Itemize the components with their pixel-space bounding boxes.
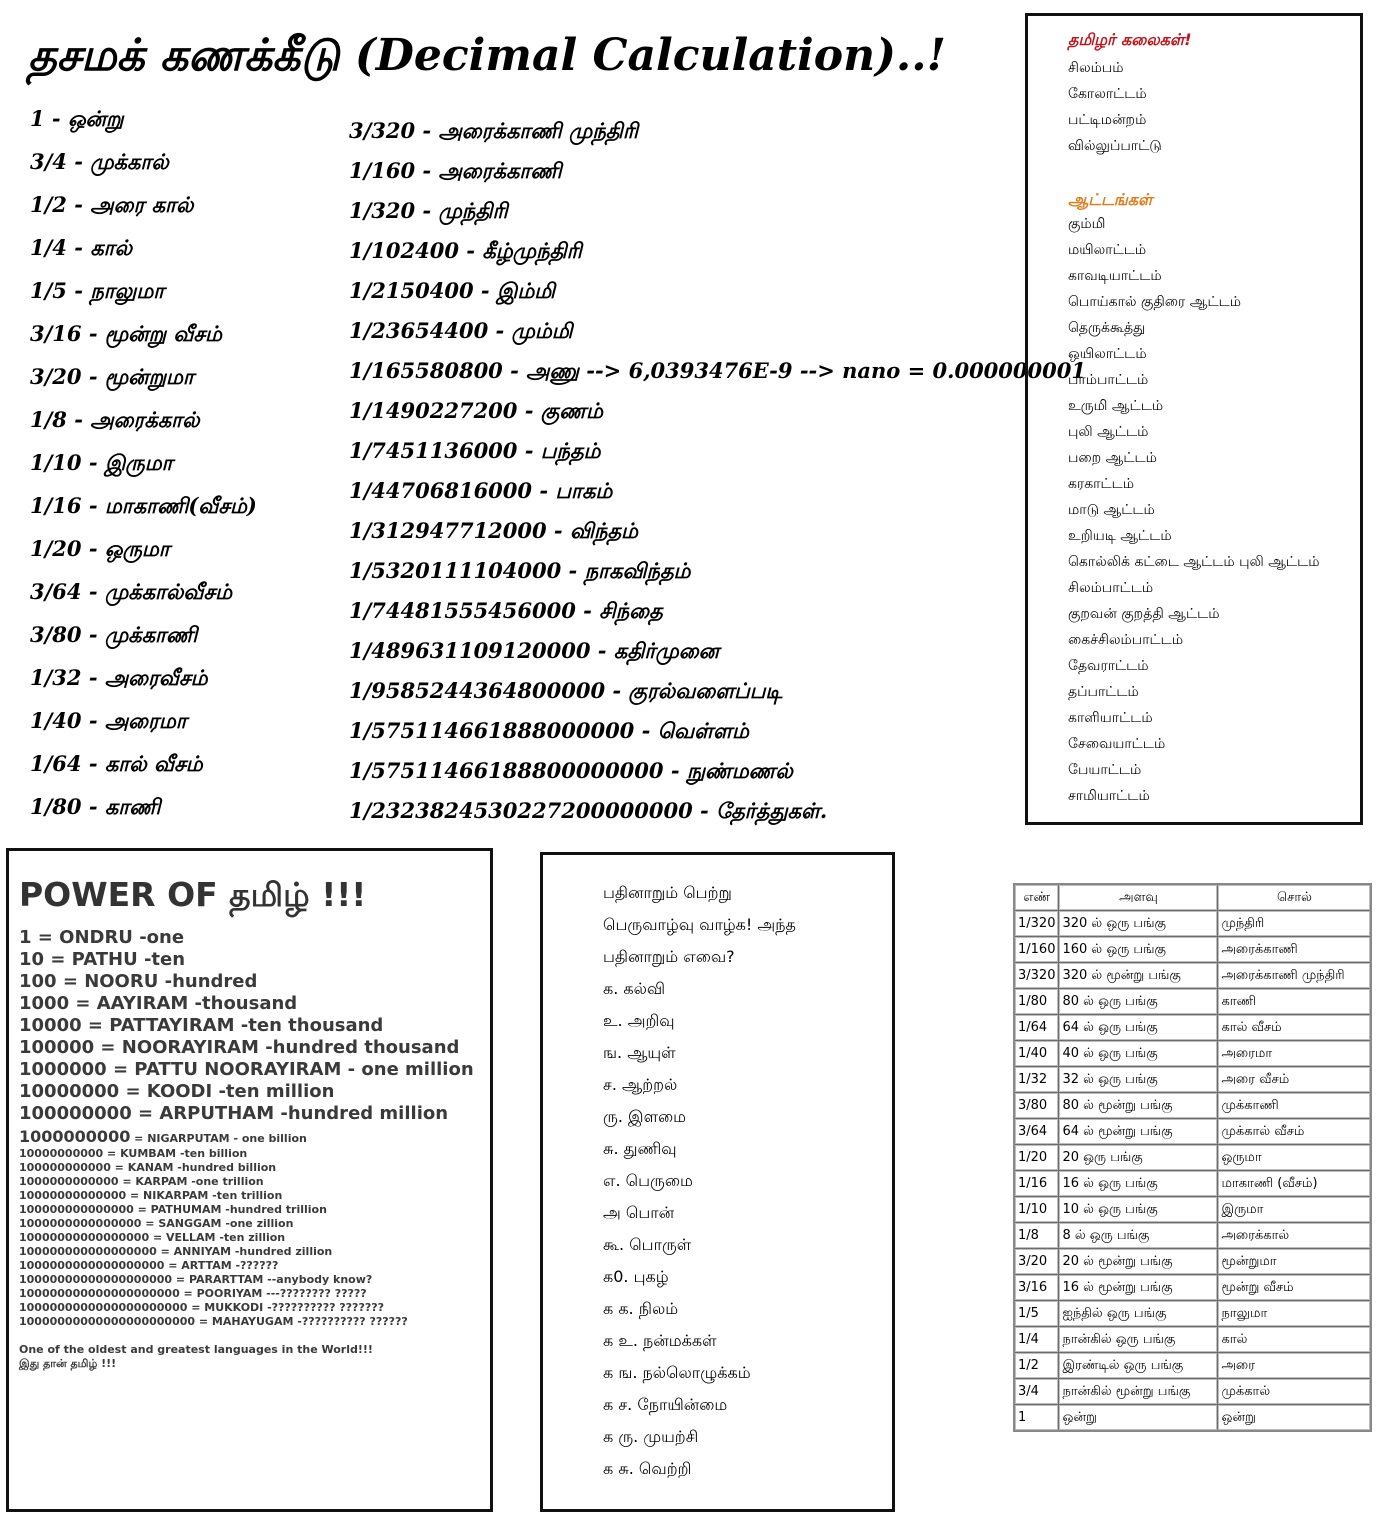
table-header-row [1014, 884, 1371, 911]
fraction-item: 1/10 - இருமா [30, 450, 173, 475]
table-cell: 1/2 [1014, 1353, 1059, 1379]
table-cell: இருமா [1218, 1197, 1372, 1223]
number-line-billion [19, 1127, 307, 1146]
number-line: 100000000000 = KANAM -hundred billion [19, 1161, 277, 1174]
column-header-measure: அளவு [1059, 884, 1218, 911]
number-line: 10000000000 = KUMBAM -ten billion [19, 1147, 248, 1160]
table-cell: 1/10 [1014, 1197, 1059, 1223]
table-row [1014, 1249, 1371, 1275]
dance-item: உருமி ஆட்டம் [1068, 398, 1164, 414]
number-line: 10000000 = KOODI -ten million [19, 1081, 335, 1102]
table-cell: 80 ல் மூன்று பங்கு [1059, 1093, 1218, 1119]
table-row [1014, 963, 1371, 989]
fraction-item: 1/9585244364800000 - குரல்வளைப்படி [349, 678, 783, 703]
table-cell: ஒருமா [1218, 1145, 1372, 1171]
table-cell: ஒன்று [1218, 1405, 1372, 1432]
virtue-item: க. கல்வி [603, 979, 666, 998]
dance-item: மாடு ஆட்டம் [1068, 502, 1155, 518]
dance-item: சேவையாட்டம் [1068, 736, 1166, 752]
dance-item: மயிலாட்டம் [1068, 242, 1147, 258]
table-cell: 1/5 [1014, 1301, 1059, 1327]
table-cell: 1/8 [1014, 1223, 1059, 1249]
table-row [1014, 1093, 1371, 1119]
fraction-item: 1/2 - அரை கால் [30, 192, 194, 217]
table-cell: 10 ல் ஒரு பங்கு [1059, 1197, 1218, 1223]
table-row [1014, 1145, 1371, 1171]
table-row [1014, 1223, 1371, 1249]
fraction-item: 1/8 - அரைக்கால் [30, 407, 200, 432]
art-item: பட்டிமன்றம் [1068, 112, 1147, 128]
power-footer-tamil: இது தான் தமிழ் !!! [19, 1357, 117, 1370]
art-item: வில்லுப்பாட்டு [1068, 138, 1162, 154]
fraction-item: 3/16 - மூன்று வீசம் [30, 321, 222, 346]
table-row [1014, 1041, 1371, 1067]
virtue-item: கூ. பொருள் [603, 1235, 692, 1254]
table-cell: 20 ல் மூன்று பங்கு [1059, 1249, 1218, 1275]
table-cell: 320 ல் ஒரு பங்கு [1059, 911, 1218, 937]
table-row [1014, 989, 1371, 1015]
table-cell: 1/80 [1014, 989, 1059, 1015]
fraction-item: 1 - ஒன்று [30, 106, 124, 131]
table-cell: முந்திரி [1218, 911, 1372, 937]
fraction-item: 1/2323824530227200000000 - தேர்த்துகள். [349, 798, 828, 823]
table-cell: 3/20 [1014, 1249, 1059, 1275]
fraction-item: 1/7451136000 - பந்தம் [349, 438, 601, 463]
fraction-item: 1/64 - கால் வீசம் [30, 751, 203, 776]
fraction-item: 3/4 - முக்கால் [30, 149, 169, 174]
dance-item: கரகாட்டம் [1068, 476, 1135, 492]
dance-item: உறியடி ஆட்டம் [1068, 528, 1172, 544]
table-cell: 80 ல் ஒரு பங்கு [1059, 989, 1218, 1015]
fraction-item: 1/40 - அரைமா [30, 708, 187, 733]
virtue-item: எ. பெருமை [603, 1171, 693, 1190]
dances-heading: ஆட்டங்கள் [1068, 190, 1153, 209]
table-cell: 1 [1014, 1405, 1059, 1432]
table-cell: ஐந்தில் ஒரு பங்கு [1059, 1301, 1218, 1327]
table-cell: 320 ல் மூன்று பங்கு [1059, 963, 1218, 989]
table-row [1014, 1275, 1371, 1301]
virtue-intro-line: பதினாறும் எவை? [603, 947, 735, 966]
number-line: 100 = NOORU -hundred [19, 971, 258, 992]
dance-item: குறவன் குறத்தி ஆட்டம் [1068, 606, 1220, 622]
dance-item: கும்மி [1068, 216, 1106, 232]
table-cell: 8 ல் ஒரு பங்கு [1059, 1223, 1218, 1249]
virtue-item: க ச. நோயின்மை [603, 1395, 728, 1414]
number-line: 1000 = AAYIRAM -thousand [19, 993, 298, 1014]
fraction-table [1013, 883, 1372, 1432]
table-cell: 3/16 [1014, 1275, 1059, 1301]
fraction-item: 1/20 - ஒருமா [30, 536, 170, 561]
table-cell: 1/4 [1014, 1327, 1059, 1353]
table-cell: 64 ல் ஒரு பங்கு [1059, 1015, 1218, 1041]
table-cell: 1/160 [1014, 937, 1059, 963]
table-cell: அரைக்காணி [1218, 937, 1372, 963]
table-cell: 1/32 [1014, 1067, 1059, 1093]
power-footer: One of the oldest and greatest languages in the World!!! [19, 1343, 373, 1356]
fraction-item: 1/312947712000 - விந்தம் [349, 518, 638, 543]
power-title: POWER OF தமிழ் !!! [19, 875, 367, 914]
table-cell: 1/20 [1014, 1145, 1059, 1171]
billion-text: = NIGARPUTAM - one billion [130, 1132, 307, 1145]
power-of-tamil-panel [6, 848, 493, 1512]
column-header-number: எண் [1014, 884, 1059, 911]
number-line: 10 = PATHU -ten [19, 949, 186, 970]
table-cell: அரைக்காணி முந்திரி [1218, 963, 1372, 989]
art-item: சிலம்பம் [1068, 60, 1124, 76]
fraction-item: 1/320 - முந்திரி [349, 198, 508, 223]
dance-item: பறை ஆட்டம் [1068, 450, 1157, 466]
table-cell: 16 ல் ஒரு பங்கு [1059, 1171, 1218, 1197]
table-cell: 32 ல் ஒரு பங்கு [1059, 1067, 1218, 1093]
fraction-item: 1/2150400 - இம்மி [349, 278, 555, 303]
table-cell: 3/80 [1014, 1093, 1059, 1119]
table-cell: 1/40 [1014, 1041, 1059, 1067]
table-row [1014, 1353, 1371, 1379]
table-cell: முக்கால் [1218, 1379, 1372, 1405]
table-cell: மூன்று வீசம் [1218, 1275, 1372, 1301]
fraction-item: 3/20 - மூன்றுமா [30, 364, 194, 389]
fraction-item: 1/5320111104000 - நாகவிந்தம் [349, 558, 691, 583]
fraction-item: 1/44706816000 - பாகம் [349, 478, 613, 503]
table-cell: முக்காணி [1218, 1093, 1372, 1119]
dance-item: பேயாட்டம் [1068, 762, 1142, 778]
billion-number: 1000000000 [19, 1127, 131, 1146]
table-cell: 160 ல் ஒரு பங்கு [1059, 937, 1218, 963]
table-row [1014, 1015, 1371, 1041]
dance-item: சிலம்பாட்டம் [1068, 580, 1154, 596]
table-row [1014, 1379, 1371, 1405]
number-line: 10000000000000000 = VELLAM -ten zillion [19, 1231, 286, 1244]
fraction-item: 1/80 - காணி [30, 794, 161, 819]
number-line: 1000000000000 = KARPAM -one trillion [19, 1175, 264, 1188]
virtue-item: க க. நிலம் [603, 1299, 679, 1318]
fraction-item: 1/575114661888000000 - வெள்ளம் [349, 718, 749, 743]
column-header-word: சொல் [1218, 884, 1372, 911]
number-line: 1 = ONDRU -one [19, 927, 185, 948]
fraction-item: 1/489631109120000 - கதிர்முனை [349, 638, 719, 663]
virtue-item: உ. அறிவு [603, 1011, 675, 1030]
arts-heading: தமிழர் கலைகள்! [1068, 30, 1192, 49]
table-row [1014, 1301, 1371, 1327]
table-cell: 1/64 [1014, 1015, 1059, 1041]
fraction-item: 1/102400 - கீழ்முந்திரி [349, 238, 582, 263]
virtue-item: சு. துணிவு [603, 1139, 677, 1158]
virtue-intro-line: பெருவாழ்வு வாழ்க! அந்த [603, 915, 796, 934]
page-title: தசமக் கணக்கீடு (Decimal Calculation)..! [28, 30, 946, 81]
sixteen-virtues-panel [540, 852, 895, 1512]
table-cell: நான்கில் ஒரு பங்கு [1059, 1327, 1218, 1353]
table-row [1014, 1197, 1371, 1223]
number-line: 1000000000000000 = SANGGAM -one zillion [19, 1217, 294, 1230]
number-line: 10000000000000000000000 = MAHAYUGAM -?????????? ?????? [19, 1315, 408, 1328]
virtue-item: க ரு. முயற்சி [603, 1427, 699, 1446]
fraction-item: 3/80 - முக்காணி [30, 622, 198, 647]
table-cell: 64 ல் மூன்று பங்கு [1059, 1119, 1218, 1145]
table-cell: 1/16 [1014, 1171, 1059, 1197]
virtue-item: க ங. நல்லொழுக்கம் [603, 1363, 751, 1382]
number-line: 100000000000000 = PATHUMAM -hundred trillion [19, 1203, 327, 1216]
tamil-arts-panel [1025, 13, 1363, 825]
fraction-item: 1/165580800 - அணு --> 6,0393476E-9 --> nano = 0.000000001 [349, 358, 1086, 383]
table-cell: நான்கில் மூன்று பங்கு [1059, 1379, 1218, 1405]
table-row [1014, 1327, 1371, 1353]
table-cell: நாலுமா [1218, 1301, 1372, 1327]
table-cell: இரண்டில் ஒரு பங்கு [1059, 1353, 1218, 1379]
table-cell: கால் வீசம் [1218, 1015, 1372, 1041]
virtue-intro-line: பதினாறும் பெற்று [603, 883, 732, 902]
table-cell: முக்கால் வீசம் [1218, 1119, 1372, 1145]
table-row [1014, 911, 1371, 937]
virtue-item: ரு. இளமை [603, 1107, 687, 1126]
dance-item: தெருக்கூத்து [1068, 320, 1146, 336]
table-cell: அரை வீசம் [1218, 1067, 1372, 1093]
table-cell: 3/4 [1014, 1379, 1059, 1405]
table-row [1014, 1405, 1371, 1432]
fraction-item: 1/74481555456000 - சிந்தை [349, 598, 663, 623]
number-line: 10000 = PATTAYIRAM -ten thousand [19, 1015, 384, 1036]
table-cell: அரை [1218, 1353, 1372, 1379]
fraction-item: 1/16 - மாகாணி(வீசம்) [30, 493, 257, 518]
fraction-item: 1/1490227200 - குணம் [349, 398, 603, 423]
number-line: 100000000 = ARPUTHAM -hundred million [19, 1103, 449, 1124]
virtue-item: ங. ஆயுள் [603, 1043, 676, 1062]
number-line: 100000000000000000 = ANNIYAM -hundred zillion [19, 1245, 333, 1258]
fraction-item: 3/64 - முக்கால்வீசம் [30, 579, 233, 604]
table-row [1014, 1067, 1371, 1093]
table-cell: மூன்றுமா [1218, 1249, 1372, 1275]
number-line: 1000000000000000000000 = MUKKODI -?????????? ??????? [19, 1301, 384, 1314]
table-cell: 20 ஒரு பங்கு [1059, 1145, 1218, 1171]
table-cell: 1/320 [1014, 911, 1059, 937]
table-cell: அரைமா [1218, 1041, 1372, 1067]
fraction-item: 1/23654400 - மும்மி [349, 318, 573, 343]
dance-item: புலி ஆட்டம் [1068, 424, 1149, 440]
dance-item: தேவராட்டம் [1068, 658, 1149, 674]
dance-item: ஒயிலாட்டம் [1068, 346, 1147, 362]
fraction-item: 1/57511466188800000000 - நுண்மணல் [349, 758, 793, 783]
table-cell: கால் [1218, 1327, 1372, 1353]
number-line: 100000 = NOORAYIRAM -hundred thousand [19, 1037, 460, 1058]
number-line: 100000000000000000000 = POORIYAM ---???????? ????? [19, 1287, 367, 1300]
table-cell: காணி [1218, 989, 1372, 1015]
dance-item: கைச்சிலம்பாட்டம் [1068, 632, 1184, 648]
dance-item: பாம்பாட்டம் [1068, 372, 1149, 388]
number-line: 10000000000000000000 = PARARTTAM --anybody know? [19, 1273, 373, 1286]
number-line: 1000000000000000000 = ARTTAM -?????? [19, 1259, 279, 1272]
table-row [1014, 1119, 1371, 1145]
virtue-item: அ பொன் [603, 1203, 675, 1222]
table-cell: மாகாணி (வீசம்) [1218, 1171, 1372, 1197]
virtue-item: ச. ஆற்றல் [603, 1075, 678, 1094]
art-item: கோலாட்டம் [1068, 86, 1147, 102]
dance-item: சாமியாட்டம் [1068, 788, 1150, 804]
number-line: 10000000000000 = NIKARPAM -ten trillion [19, 1189, 283, 1202]
virtue-item: க0. புகழ் [603, 1267, 669, 1286]
fraction-item: 1/5 - நாலுமா [30, 278, 165, 303]
table-cell: 16 ல் மூன்று பங்கு [1059, 1275, 1218, 1301]
fraction-item: 1/32 - அரைவீசம் [30, 665, 208, 690]
fraction-item: 1/4 - கால் [30, 235, 133, 260]
number-line: 1000000 = PATTU NOORAYIRAM - one million [19, 1059, 474, 1080]
fraction-item: 3/320 - அரைக்காணி முந்திரி [349, 118, 639, 143]
fraction-item: 1/160 - அரைக்காணி [349, 158, 562, 183]
table-cell: அரைக்கால் [1218, 1223, 1372, 1249]
dance-item: காளியாட்டம் [1068, 710, 1153, 726]
dance-item: காவடியாட்டம் [1068, 268, 1162, 284]
virtue-item: க சு. வெற்றி [603, 1459, 692, 1478]
table-cell: 40 ல் ஒரு பங்கு [1059, 1041, 1218, 1067]
table-cell: 3/320 [1014, 963, 1059, 989]
dance-item: கொல்லிக் கட்டை ஆட்டம் புலி ஆட்டம் [1068, 554, 1320, 570]
table-cell: ஒன்று [1059, 1405, 1218, 1432]
dance-item: தப்பாட்டம் [1068, 684, 1139, 700]
dance-item: பொய்கால் குதிரை ஆட்டம் [1068, 294, 1241, 310]
virtue-item: க உ. நன்மக்கள் [603, 1331, 717, 1350]
table-row [1014, 1171, 1371, 1197]
table-cell: 3/64 [1014, 1119, 1059, 1145]
table-row [1014, 937, 1371, 963]
